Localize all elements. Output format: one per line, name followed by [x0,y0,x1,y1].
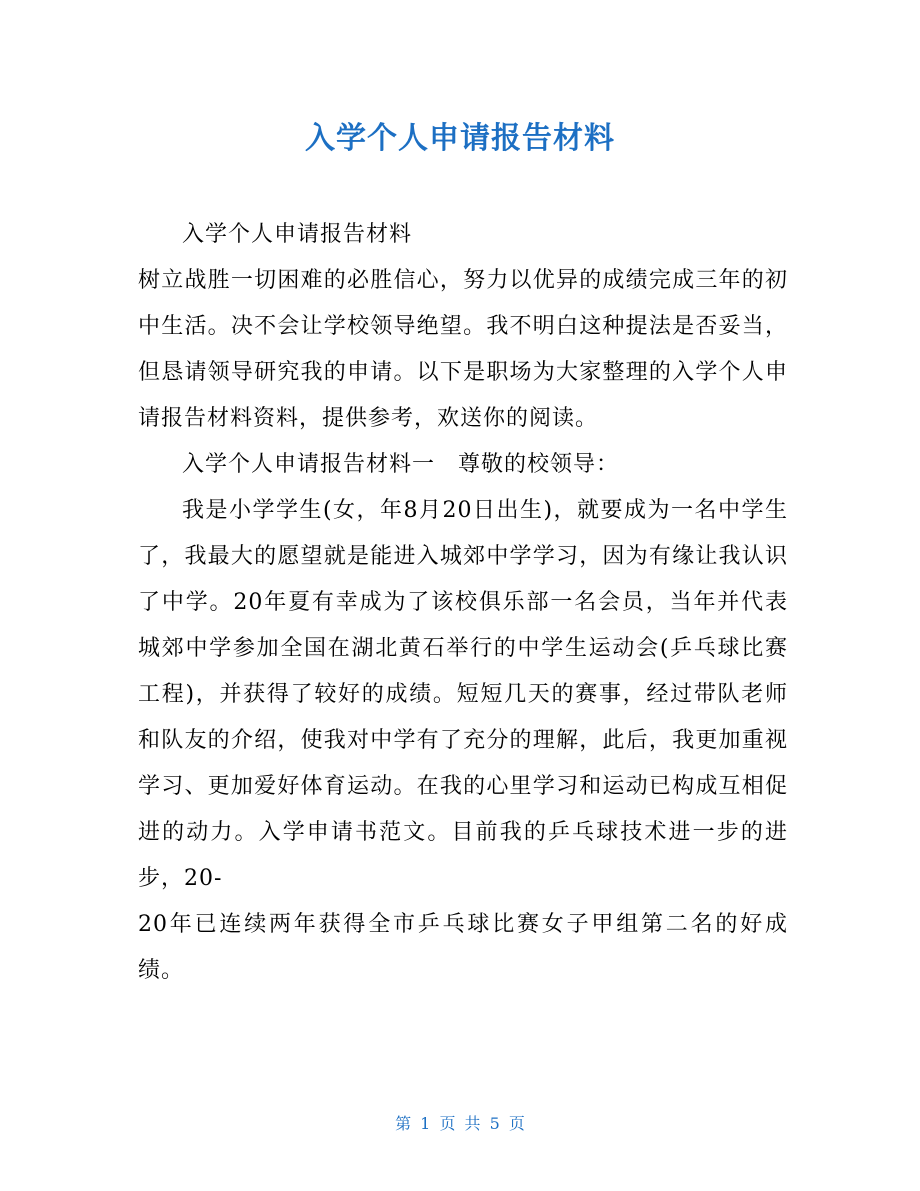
page-number-footer: 第 1 页 共 5 页 [395,1114,525,1133]
paragraph-heading: 入学个人申请报告材料 [182,222,413,247]
paragraph-continuation: 20年已连续两年获得全市乒乓球比赛女子甲组第二名的好成绩。 [138,912,788,983]
document-title: 入学个人申请报告材料 [305,121,615,156]
paragraph-intro: 树立战胜一切困难的必胜信心，努力以优异的成绩完成三年的初中生活。决不会让学校领导绝望。我不明白这种提法是否妥当，但恳请领导研究我的申请。以下是职场为大家整理的入学个人申请报告材料资料，提供参考，欢送你的阅读。 [138,268,788,431]
paragraph-salutation: 入学个人申请报告材料一 尊敬的校领导： [182,452,620,477]
document-body [138,212,788,994]
paragraph-main: 我是小学学生(女，年8月20日出生)，就要成为一名中学生了，我最大的愿望就是能进入城郊中学学习，因为有缘让我认识了中学。20年夏有幸成为了该校俱乐部一名会员，当年并代表城郊中学参加全国在湖北黄石举行的中学生运动会(乒乓球比赛工程)，并获得了较好的成绩。短短几天的赛事，经过带队老师和队友的介绍，使我对中学有了充分的理解，此后，我更加重视学习、更加爱好体育运动。在我的心里学习和运动已构成互相促进的动力。入学申请书范文。目前我的乒乓球技术进一步的进步，20- [138,498,788,891]
